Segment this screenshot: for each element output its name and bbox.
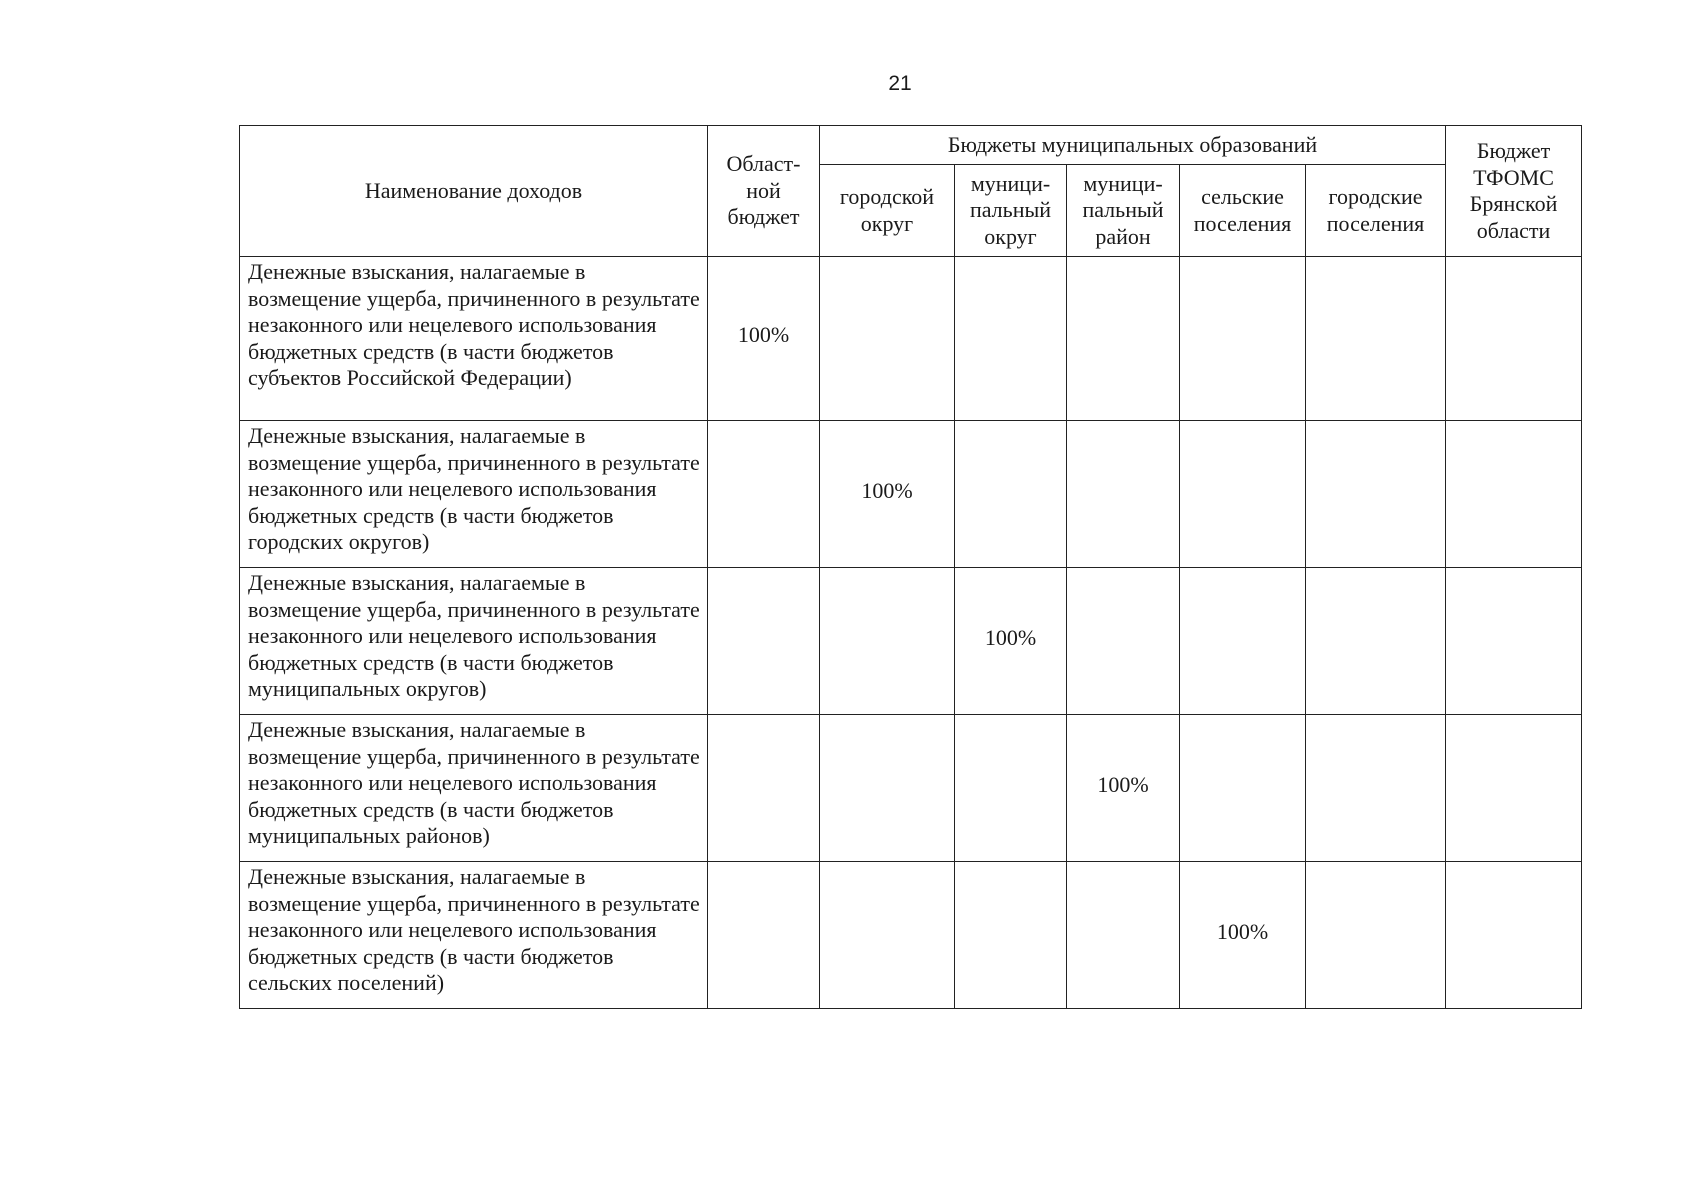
municipal-district-share-cell: 100% <box>955 568 1067 715</box>
table-header <box>240 126 1582 257</box>
header-municipal-district: муници- пальный округ <box>955 165 1067 257</box>
urban-settlements-share-cell <box>1306 568 1446 715</box>
revenue-name-cell: Денежные взыскания, налагаемые в возмещение ущерба, причиненного в результате незаконного или нецелевого использования бюджетных средств (в части бюджетов сельских поселений) <box>240 862 708 1009</box>
tfoms-share-cell <box>1446 715 1582 862</box>
revenue-name-cell: Денежные взыскания, налагаемые в возмещение ущерба, причиненного в результате незаконного или нецелевого использования бюджетных средств (в части бюджетов муниципальных округов) <box>240 568 708 715</box>
rural-settlements-share-cell <box>1180 257 1306 421</box>
table-row <box>240 568 1582 715</box>
municipal-area-share-cell <box>1067 862 1180 1009</box>
city-district-share-cell <box>820 862 955 1009</box>
city-district-share-cell <box>820 715 955 862</box>
rural-settlements-share-cell <box>1180 715 1306 862</box>
header-rural-settlements: сельские поселения <box>1180 165 1306 257</box>
regional-share-cell <box>708 862 820 1009</box>
municipal-area-share-cell <box>1067 257 1180 421</box>
table-row <box>240 257 1582 421</box>
tfoms-share-cell <box>1446 568 1582 715</box>
rural-settlements-share-cell <box>1180 568 1306 715</box>
municipal-district-share-cell <box>955 862 1067 1009</box>
rural-settlements-share-cell <box>1180 421 1306 568</box>
tfoms-share-cell <box>1446 862 1582 1009</box>
tfoms-share-cell <box>1446 421 1582 568</box>
regional-share-cell <box>708 421 820 568</box>
revenue-name-cell: Денежные взыскания, налагаемые в возмещение ущерба, причиненного в результате незаконного или нецелевого использования бюджетных средств (в части бюджетов городских округов) <box>240 421 708 568</box>
regional-share-cell <box>708 715 820 862</box>
header-tfoms-budget: Бюджет ТФОМС Брянской области <box>1446 126 1582 257</box>
table-row <box>240 715 1582 862</box>
revenue-distribution-table <box>239 125 1582 1009</box>
table-row <box>240 862 1582 1009</box>
revenue-name-cell: Денежные взыскания, налагаемые в возмещение ущерба, причиненного в результате незаконного или нецелевого использования бюджетных средств (в части бюджетов субъектов Российской Федерации) <box>240 257 708 421</box>
regional-share-cell <box>708 568 820 715</box>
rural-settlements-share-cell: 100% <box>1180 862 1306 1009</box>
header-urban-settlements: городские поселения <box>1306 165 1446 257</box>
tfoms-share-cell <box>1446 257 1582 421</box>
city-district-share-cell: 100% <box>820 421 955 568</box>
regional-share-cell: 100% <box>708 257 820 421</box>
revenue-name-cell: Денежные взыскания, налагаемые в возмещение ущерба, причиненного в результате незаконного или нецелевого использования бюджетных средств (в части бюджетов муниципальных районов) <box>240 715 708 862</box>
municipal-area-share-cell <box>1067 421 1180 568</box>
municipal-area-share-cell: 100% <box>1067 715 1180 862</box>
header-revenue-name: Наименование доходов <box>240 126 708 257</box>
municipal-area-share-cell <box>1067 568 1180 715</box>
municipal-district-share-cell <box>955 715 1067 862</box>
urban-settlements-share-cell <box>1306 862 1446 1009</box>
urban-settlements-share-cell <box>1306 421 1446 568</box>
table-row <box>240 421 1582 568</box>
municipal-district-share-cell <box>955 421 1067 568</box>
urban-settlements-share-cell <box>1306 715 1446 862</box>
header-regional-budget: Област- ной бюджет <box>708 126 820 257</box>
header-municipal-area: муници- пальный район <box>1067 165 1180 257</box>
city-district-share-cell <box>820 257 955 421</box>
city-district-share-cell <box>820 568 955 715</box>
urban-settlements-share-cell <box>1306 257 1446 421</box>
table-body <box>240 257 1582 1009</box>
header-municipal-budgets: Бюджеты муниципальных образований <box>820 126 1446 165</box>
municipal-district-share-cell <box>955 257 1067 421</box>
header-city-district: городской округ <box>820 165 955 257</box>
page-number: 21 <box>888 72 912 95</box>
